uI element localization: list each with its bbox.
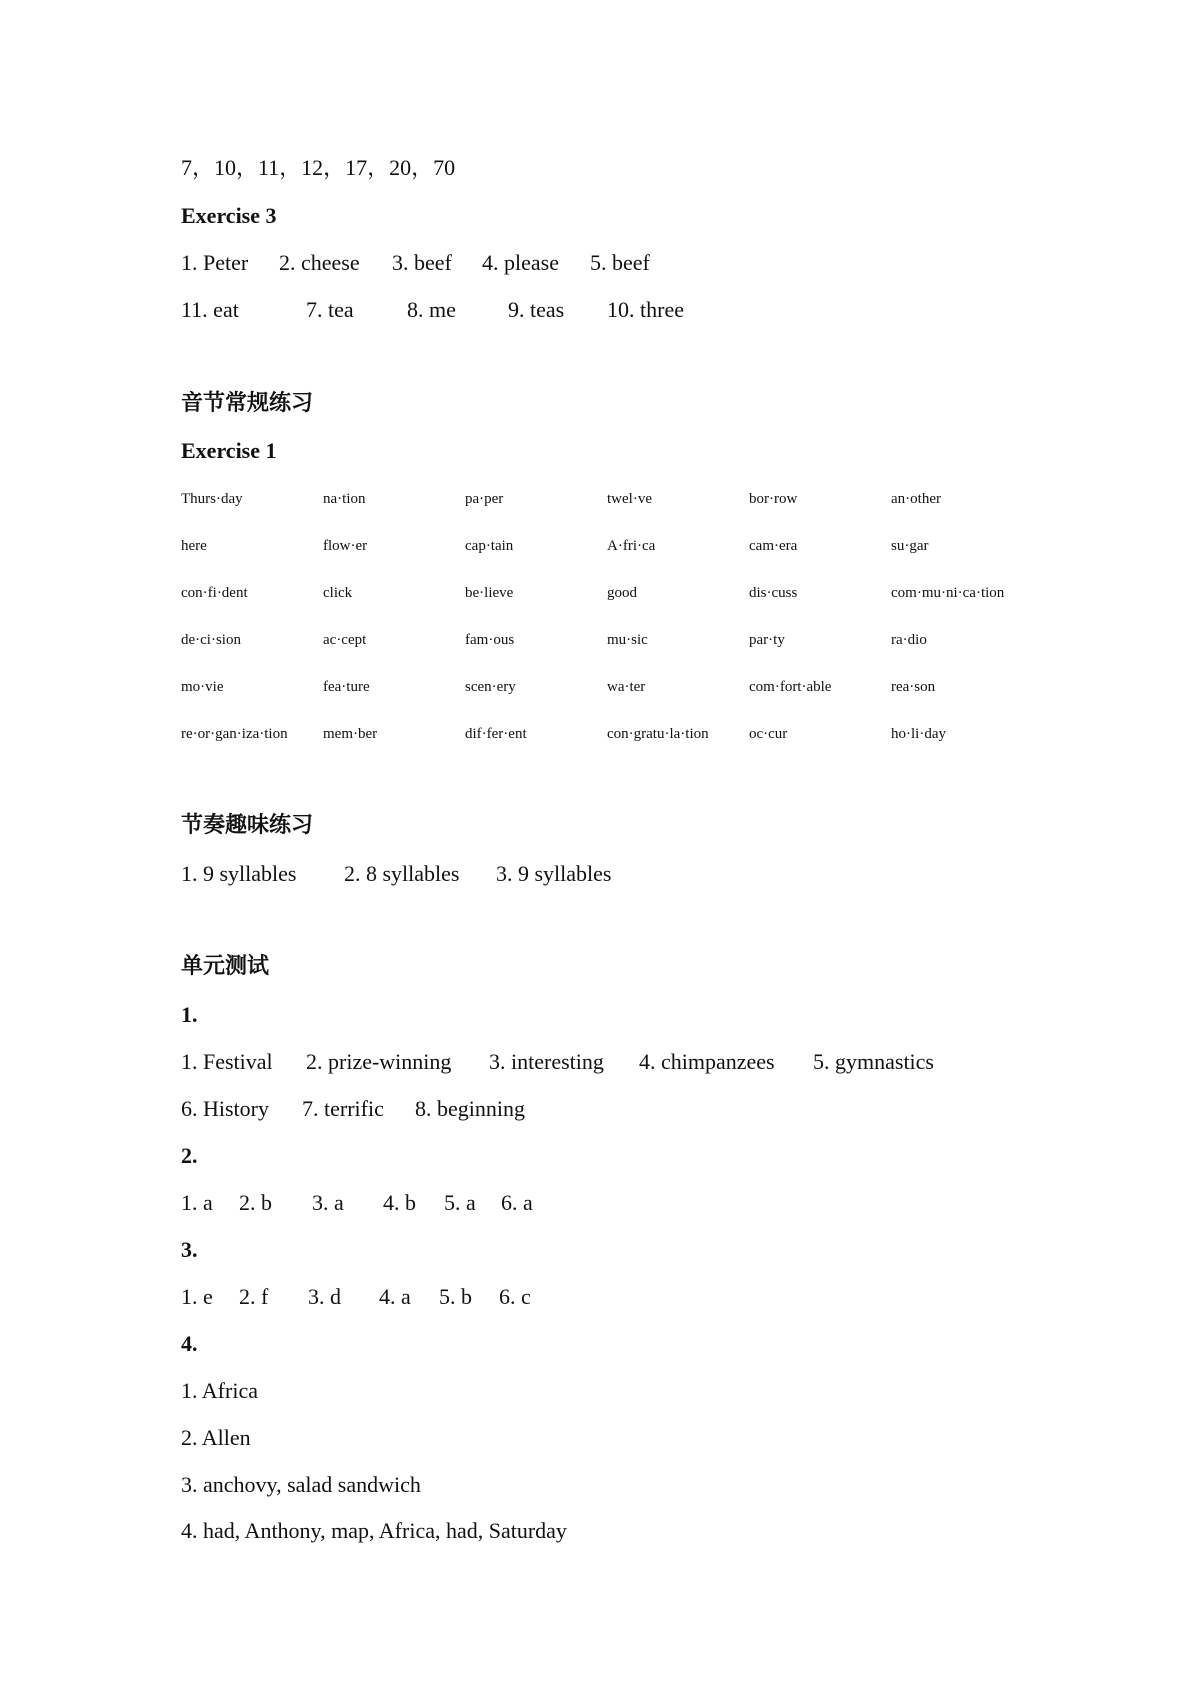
answer-item: 6. a <box>501 1190 533 1215</box>
answer-item: 4. please <box>482 250 559 275</box>
syllable-word: cap·tain <box>465 538 514 554</box>
intro-numbers-line: 7，10，11，12，17，20，70 <box>181 155 456 180</box>
answer-item: 10. three <box>607 297 684 322</box>
syllable-word: be·lieve <box>465 585 514 601</box>
unit-test-4-answer-1: 1. Africa <box>181 1378 258 1403</box>
answer-item: 2. prize-winning <box>306 1049 452 1074</box>
answer-item: 3. a <box>312 1190 344 1215</box>
syllable-word: wa·ter <box>607 679 646 695</box>
syllable-word: con·gratu·la·tion <box>607 726 709 742</box>
answer-item: 1. Peter <box>181 250 249 275</box>
answer-item: 5. b <box>439 1284 472 1309</box>
syllable-word: flow·er <box>323 538 368 554</box>
unit-test-section-4-number: 4. <box>181 1331 198 1356</box>
answer-item: 5. gymnastics <box>813 1049 934 1074</box>
answer-item: 3. d <box>308 1284 341 1309</box>
syllable-word: de·ci·sion <box>181 632 241 648</box>
answer-item: 8. beginning <box>415 1096 525 1121</box>
syllable-word: click <box>323 585 353 601</box>
answer-item: 2. b <box>239 1190 272 1215</box>
unit-test-section-1-number: 1. <box>181 1002 198 1027</box>
rhythm-practice-heading: 节奏趣味练习 <box>181 813 314 838</box>
syllable-word: Thurs·day <box>181 491 243 507</box>
syllable-word: re·or·gan·iza·tion <box>181 726 288 742</box>
answer-item: 5. beef <box>590 250 650 275</box>
syllable-word: dif·fer·ent <box>465 726 527 742</box>
syllable-word: fam·ous <box>465 632 515 648</box>
answer-item: 1. a <box>181 1190 213 1215</box>
syllable-word: ra·dio <box>891 632 927 648</box>
answer-item: 7. terrific <box>302 1096 384 1121</box>
unit-test-4-answer-2: 2. Allen <box>181 1425 251 1450</box>
unit-test-heading: 单元测试 <box>181 954 270 979</box>
unit-test-section-2-number: 2. <box>181 1143 198 1168</box>
syllable-word: scen·ery <box>465 679 516 695</box>
syllable-word: con·fi·dent <box>181 585 248 601</box>
answer-item: 4. chimpanzees <box>639 1049 775 1074</box>
exercise-3-title: Exercise 3 <box>181 203 277 228</box>
syllable-word: mem·ber <box>323 726 378 742</box>
unit-test-4-answer-4: 4. had, Anthony, map, Africa, had, Saturday <box>181 1518 567 1543</box>
answer-item: 2. cheese <box>279 250 360 275</box>
answer-item: 4. a <box>379 1284 411 1309</box>
answer-item: 2. f <box>239 1284 269 1309</box>
answer-item: 3. interesting <box>489 1049 604 1074</box>
syllable-practice-heading: 音节常规练习 <box>181 391 314 416</box>
answer-item: 4. b <box>383 1190 416 1215</box>
syllable-word: ho·li·day <box>891 726 946 742</box>
syllable-word: par·ty <box>749 632 785 648</box>
syllable-word: an·other <box>891 491 941 507</box>
syllable-word: fea·ture <box>323 679 370 695</box>
syllable-word: dis·cuss <box>749 585 798 601</box>
answer-item: 1. e <box>181 1284 213 1309</box>
answer-item: 6. History <box>181 1096 269 1121</box>
syllable-word: A·fri·ca <box>607 538 656 554</box>
syllable-word: here <box>181 538 207 554</box>
syllable-word: na·tion <box>323 491 366 507</box>
syllable-word: mo·vie <box>181 679 224 695</box>
syllable-word: oc·cur <box>749 726 788 742</box>
answer-item: 11. eat <box>181 297 239 322</box>
syllable-word: cam·era <box>749 538 798 554</box>
answer-item: 3. beef <box>392 250 452 275</box>
syllable-word: twel·ve <box>607 491 652 507</box>
answer-item: 6. c <box>499 1284 531 1309</box>
answer-item: 9. teas <box>508 297 565 322</box>
syllable-word: bor·row <box>749 491 798 507</box>
syllable-word: rea·son <box>891 679 936 695</box>
answer-item: 3. 9 syllables <box>496 861 612 886</box>
syllable-word: good <box>607 585 637 601</box>
answer-item: 2. 8 syllables <box>344 861 460 886</box>
answer-item: 5. a <box>444 1190 476 1215</box>
syllable-word: ac·cept <box>323 632 367 648</box>
answer-item: 8. me <box>407 297 456 322</box>
syllable-word: su·gar <box>891 538 929 554</box>
syllable-exercise-1-title: Exercise 1 <box>181 438 277 463</box>
syllable-word: com·mu·ni·ca·tion <box>891 585 1005 601</box>
unit-test-section-3-number: 3. <box>181 1237 198 1262</box>
answer-item: 1. Festival <box>181 1049 273 1074</box>
answer-item: 1. 9 syllables <box>181 861 297 886</box>
syllable-word: pa·per <box>465 491 504 507</box>
unit-test-4-answer-3: 3. anchovy, salad sandwich <box>181 1472 421 1497</box>
syllable-word: com·fort·able <box>749 679 832 695</box>
syllable-word: mu·sic <box>607 632 648 648</box>
answer-item: 7. tea <box>306 297 354 322</box>
